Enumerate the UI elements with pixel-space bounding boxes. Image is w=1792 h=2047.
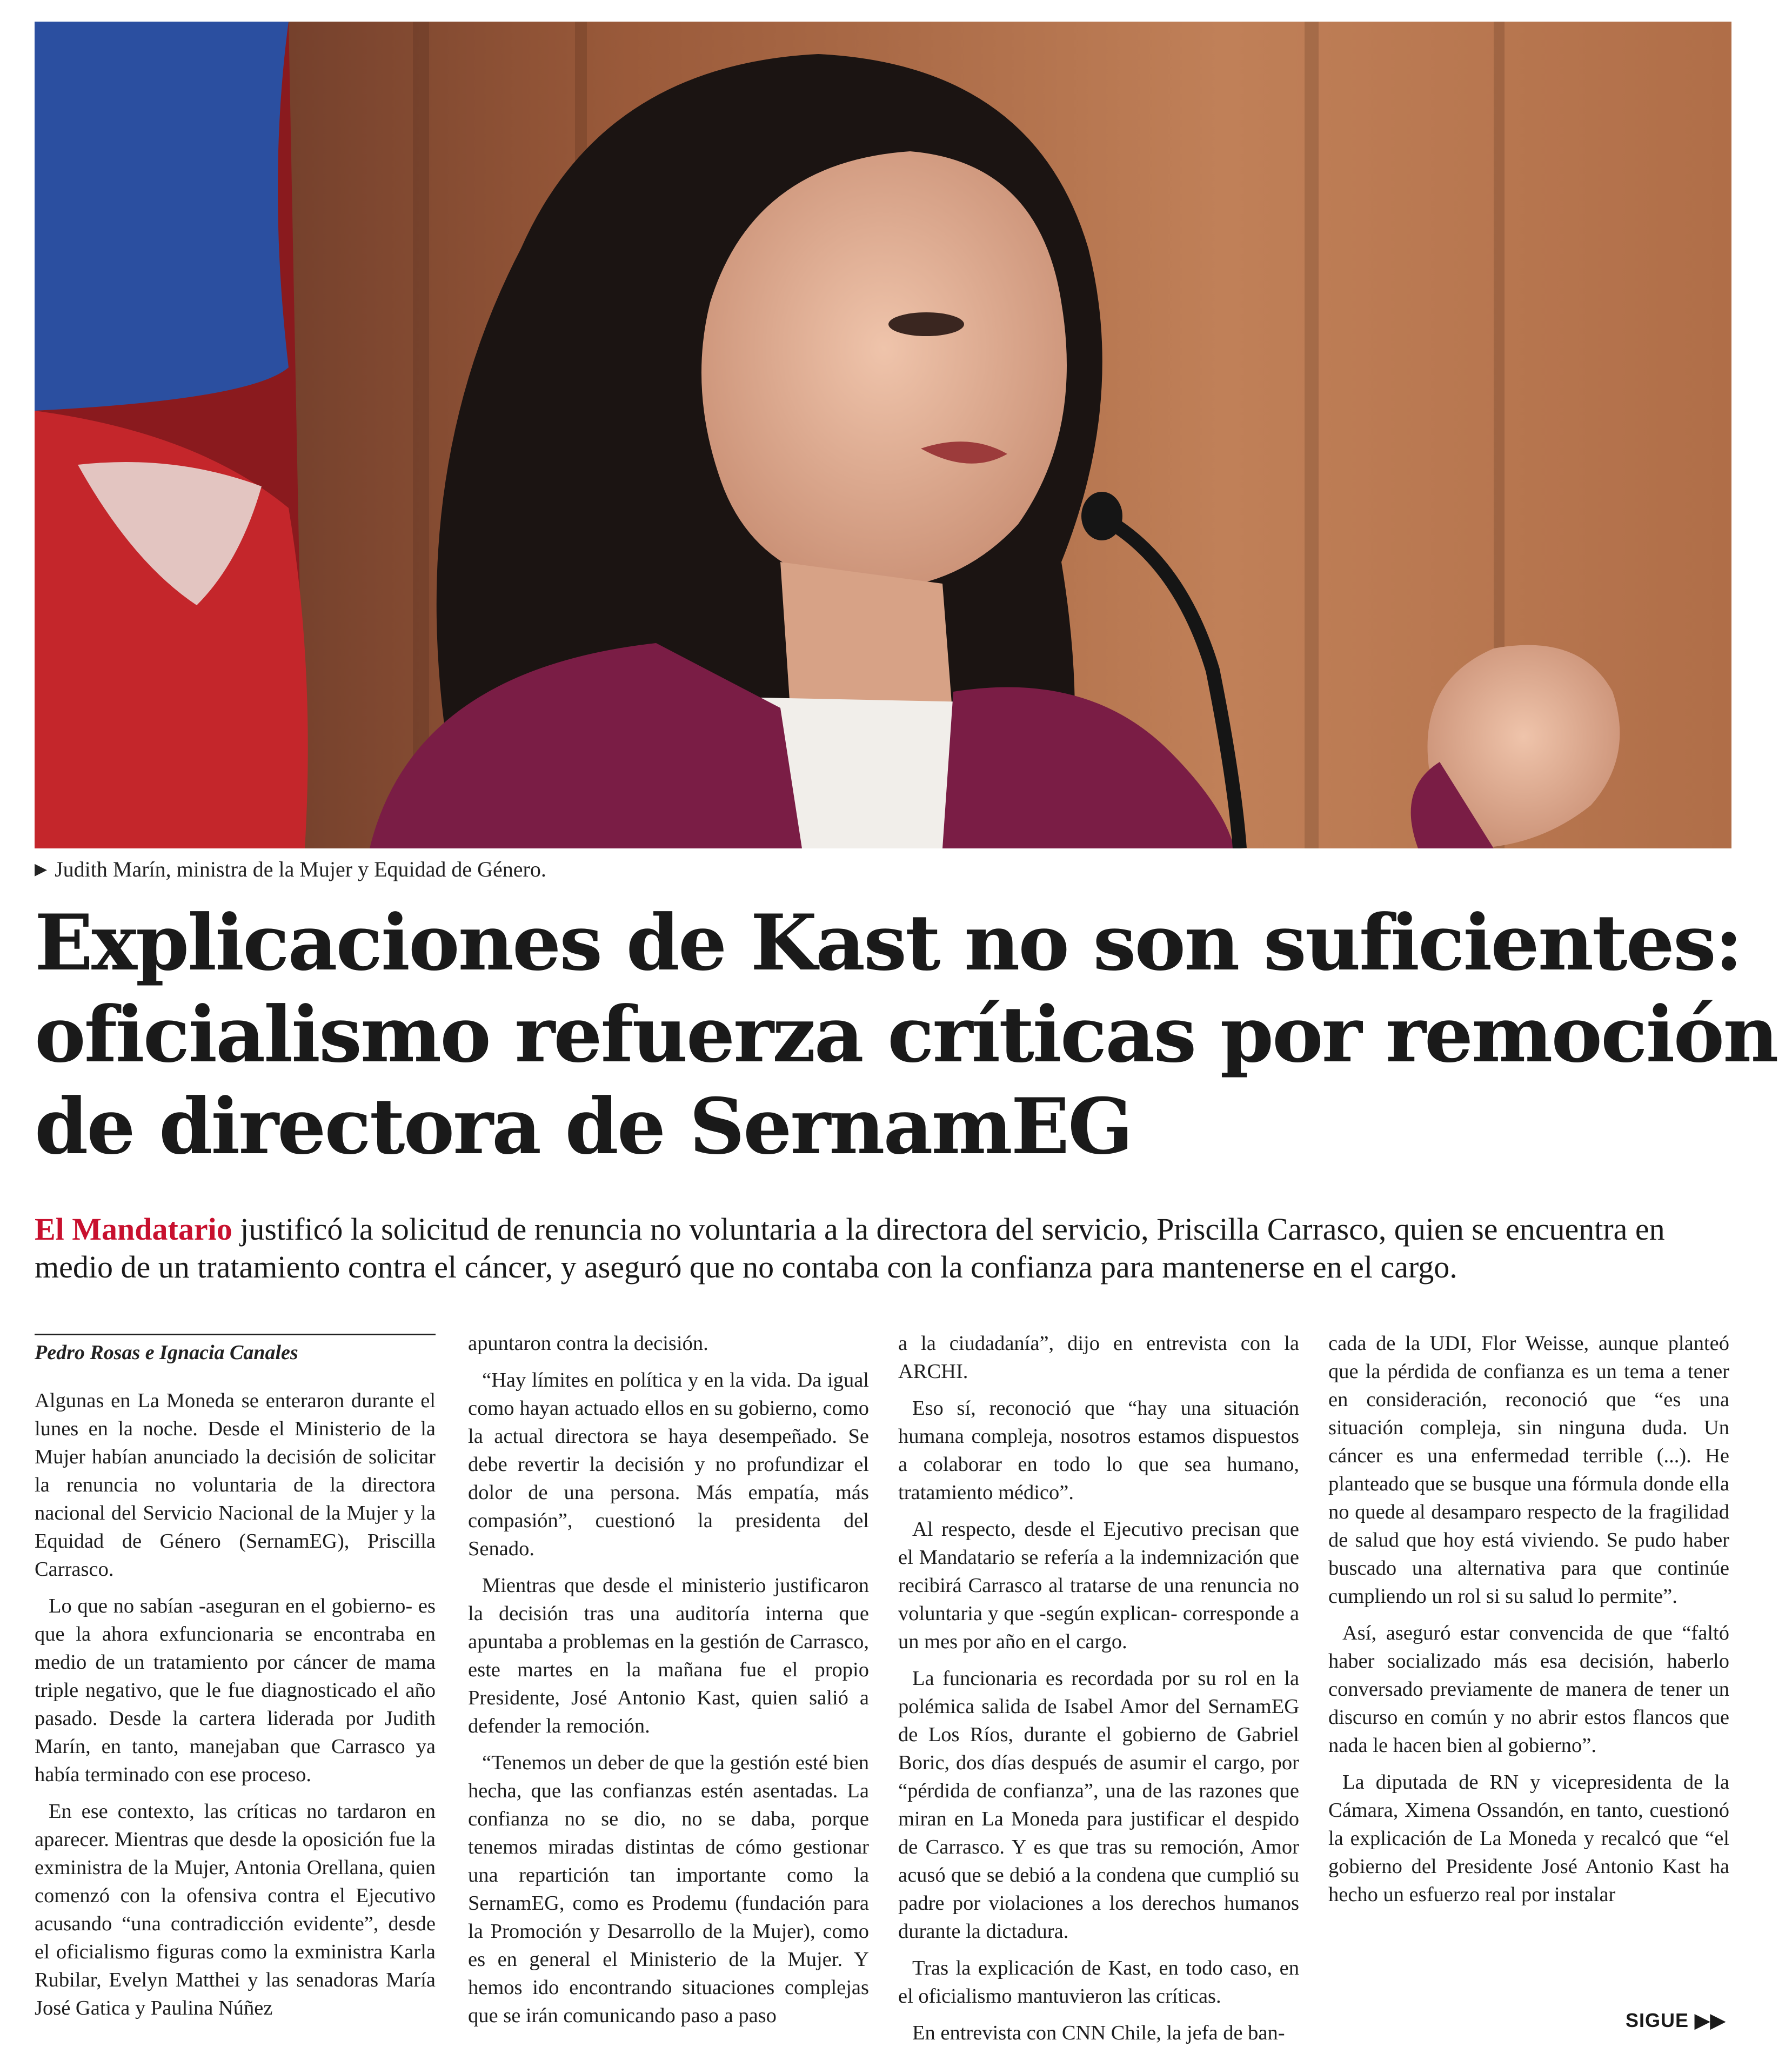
paragraph: cada de la UDI, Flor Weisse, aunque planteó que la pérdida de confianza es un tema a tener en consideración, reconoció que “es una situación compleja, sin ninguna duda. Un cáncer es una enfermedad terrible (...). He planteado que se busque una fórmula donde ella no quede al desamparo respecto de la fragilidad de salud que hoy está viviendo. Se pudo haber buscado una alternativa para que continúe cumpliendo un rol si su salud lo permite”. xyxy=(1328,1332,1729,1608)
article-column-2 xyxy=(468,1329,869,2030)
paragraph: a la ciudadanía”, dijo en entrevista con la ARCHI. xyxy=(898,1332,1299,1383)
byline: Pedro Rosas e Ignacia Canales xyxy=(35,1334,436,1364)
lead-kicker: El Mandatario xyxy=(35,1212,232,1247)
caption-arrow-icon: ▶ xyxy=(35,860,48,878)
paragraph: Así, aseguró estar convencida de que “faltó haber socializado más esa decisión, haberlo conversado previamente de manera de tener un discurso en común y no abrir estos flancos que nada le hacen bien al gobierno”. xyxy=(1328,1622,1729,1757)
article-column-3 xyxy=(898,1329,1299,2047)
paragraph: “Hay límites en política y en la vida. Da igual como hayan actuado ellos en su gobierno, como la actual directora se haya desempeñado. Se debe revertir la decisión y no profundizar el dolor de una persona. Más empatía, más compasión”, cuestionó la presidenta del Senado. xyxy=(468,1369,869,1560)
lead-text: justificó la solicitud de renuncia no voluntaria a la directora del servicio, Priscilla Carrasco, quien se encuentra en medio de un tratamiento contra el cáncer, y aseguró que no contaba con la confianza para mantenerse en el cargo. xyxy=(35,1212,1665,1285)
article-photo xyxy=(35,22,1731,848)
paragraph: Algunas en La Moneda se enteraron durante el lunes en la noche. Desde el Ministerio de la Mujer habían anunciado la decisión de solicitar la renuncia no voluntaria de la directora nacional del Servicio Nacional de la Mujer y la Equidad de Género (SernamEG), Priscilla Carrasco. xyxy=(35,1389,436,1581)
headline-line-2: oficialismo refuerza críticas por remoción xyxy=(35,990,1777,1080)
article-column-1 xyxy=(35,1387,436,2022)
paragraph: Eso sí, reconoció que “hay una situación humana compleja, nosotros estamos dispuestos a colaborar en todo lo que sea humano, tratamiento médico”. xyxy=(898,1397,1299,1504)
headline xyxy=(35,897,1777,1173)
headline-line-3: de directora de SernamEG xyxy=(35,1082,1132,1172)
caption-text: Judith Marín, ministra de la Mujer y Equidad de Género. xyxy=(55,857,546,881)
headline-line-1: Explicaciones de Kast no son suficientes: xyxy=(35,898,1742,988)
continue-link[interactable]: SIGUE ▶▶ xyxy=(1626,2009,1726,2031)
paragraph: En entrevista con CNN Chile, la jefa de ban- xyxy=(912,2022,1285,2044)
portrait-photo-icon xyxy=(35,22,1731,848)
paragraph: Lo que no sabían -aseguran en el gobierno- es que la ahora exfuncionaria se encontraba en medio de un tratamiento por cáncer de mama triple negativo, que le fue diagnosticado el año pasado. Desde la cartera liderada por Judith Marín, en tanto, manejaban que Carrasco ya había terminado con ese proceso. xyxy=(35,1595,436,1786)
paragraph: Al respecto, desde el Ejecutivo precisan que el Mandatario se refería a la indemnización que recibirá Carrasco al tratarse de una renuncia no voluntaria y que -según explican- corresponde a un mes por año en el cargo. xyxy=(898,1518,1299,1653)
paragraph: La diputada de RN y vicepresidenta de la Cámara, Ximena Ossandón, en tanto, cuestionó la explicación de La Moneda y recalcó que “el gobierno del Presidente José Antonio Kast ha hecho un esfuerzo real por instalar xyxy=(1328,1771,1729,1906)
paragraph: Tras la explicación de Kast, en todo caso, en el oficialismo mantuvieron las críticas. xyxy=(898,1957,1299,2008)
paragraph: Mientras que desde el ministerio justificaron la decisión tras una auditoría interna que apuntaba a problemas en la gestión de Carrasco, este martes en la mañana fue el propio Presidente, José Antonio Kast, quien salió a defender la remoción. xyxy=(468,1574,869,1737)
paragraph: En ese contexto, las críticas no tardaron en aparecer. Mientras que desde la oposición fue la exministra de la Mujer, Antonia Orellana, quien comenzó con la ofensiva contra el Ejecutivo acusando “una contradicción evidente”, desde el oficialismo figuras como la exministra Karla Rubilar, Evelyn Matthei y las senadoras María José Gatica y Paulina Núñez xyxy=(35,1800,436,2019)
paragraph: “Tenemos un deber de que la gestión esté bien hecha, que las confianzas estén asentadas. La confianza no se dio, no se daba, porque tenemos miradas distintas de cómo gestionar una repartición tan importante como la SernamEG, como es Prodemu (fundación para la Promoción y Desarrollo de la Mujer), como es en general el Ministerio de la Mujer. Y hemos ido encontrando situaciones complejas que se irán comunicando paso a paso xyxy=(468,1751,869,2027)
paragraph: apuntaron contra la decisión. xyxy=(468,1332,708,1355)
paragraph: La funcionaria es recordada por su rol en la polémica salida de Isabel Amor del SernamEG de Los Ríos, durante el gobierno de Gabriel Boric, dos días después de asumir el cargo, por “pérdida de confianza”, una de las razones que miran en La Moneda para justificar el despido de Carrasco. Y es que tras su remoción, Amor acusó que se debió a la condena que cumplió su padre por violaciones a los derechos humanos durante la dictadura. xyxy=(898,1667,1299,1943)
lead-paragraph xyxy=(35,1210,1731,1286)
article-column-4 xyxy=(1328,1329,1729,1909)
photo-caption xyxy=(35,857,1731,882)
